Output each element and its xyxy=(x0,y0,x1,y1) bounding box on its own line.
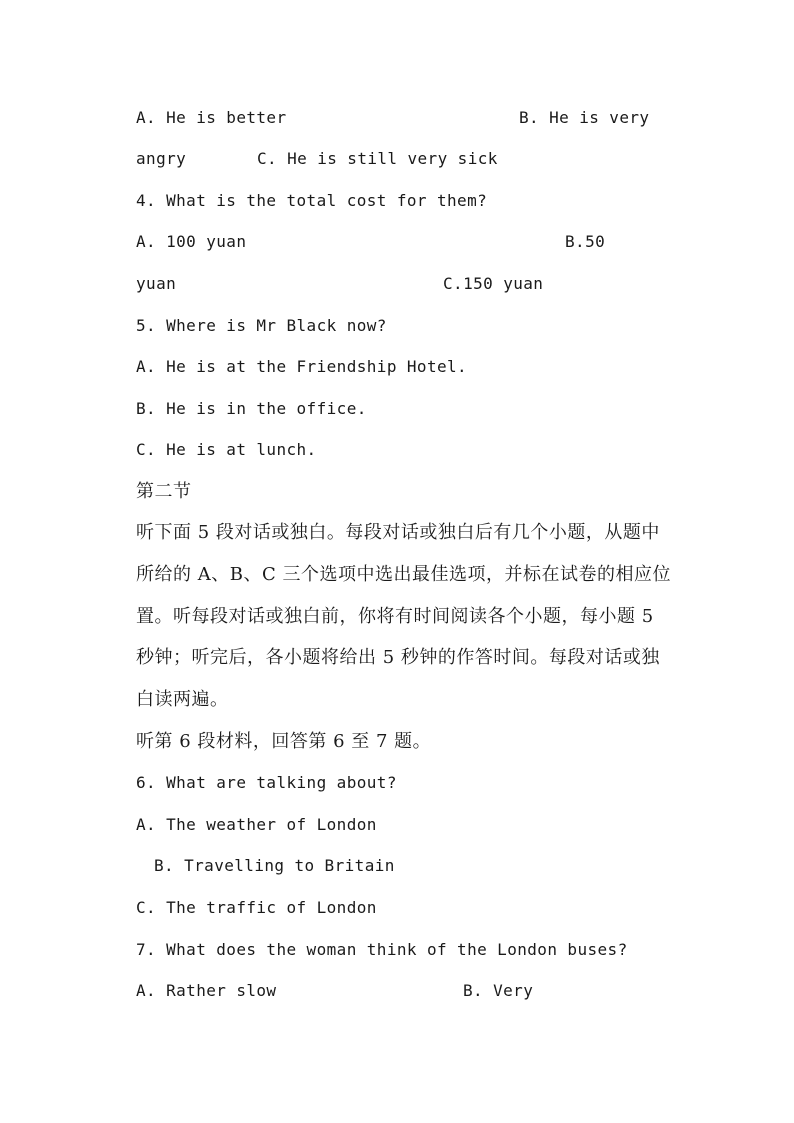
q7-option-b: B. Very xyxy=(463,981,534,1000)
q4-option-c: C.150 yuan xyxy=(443,274,544,293)
q3-options-row-2 xyxy=(136,144,666,174)
q5-option-c: C. He is at lunch. xyxy=(136,440,317,459)
q5-question: 5. Where is Mr Black now? xyxy=(136,316,387,335)
q4-options-row-2 xyxy=(136,269,666,299)
section-heading: 第二节 xyxy=(136,481,192,502)
q6-question: 6. What are talking about? xyxy=(136,773,397,792)
instructions-line-5: 白读两遍。 xyxy=(136,689,229,710)
q4-option-a: A. 100 yuan xyxy=(136,232,247,251)
q3-option-c: C. He is still very sick xyxy=(257,149,498,168)
q6-option-a: A. The weather of London xyxy=(136,815,377,834)
q6-option-b: B. Travelling to Britain xyxy=(154,856,395,875)
q3-option-b: B. He is very xyxy=(519,108,650,127)
q4-question: 4. What is the total cost for them? xyxy=(136,191,488,210)
instructions-line-4: 秒钟；听完后，各小题将给出 5 秒钟的作答时间。每段对话或独 xyxy=(136,647,660,668)
q5-option-a: A. He is at the Friendship Hotel. xyxy=(136,357,468,376)
q7-question: 7. What does the woman think of the London buses? xyxy=(136,940,628,959)
material-6-heading: 听第 6 段材料，回答第 6 至 7 题。 xyxy=(136,731,432,752)
q7-option-a: A. Rather slow xyxy=(136,981,277,1000)
instructions-line-3: 置。听每段对话或独白前，你将有时间阅读各个小题，每小题 5 xyxy=(136,606,654,627)
q3-options-row-1 xyxy=(136,103,666,133)
q6-option-c: C. The traffic of London xyxy=(136,898,377,917)
q5-option-b: B. He is in the office. xyxy=(136,399,367,418)
instructions-line-2: 所给的 A、B、C 三个选项中选出最佳选项，并标在试卷的相应位 xyxy=(136,564,671,585)
q3-option-a: A. He is better xyxy=(136,108,287,127)
q4-option-b: B.50 xyxy=(565,232,606,251)
q7-options-row-1 xyxy=(136,976,666,1006)
q4-options-row-1 xyxy=(136,227,666,257)
instructions-line-1: 听下面 5 段对话或独白。每段对话或独白后有几个小题，从题中 xyxy=(136,522,660,543)
q3-option-b-continued: angry xyxy=(136,149,187,168)
q4-option-b-continued: yuan xyxy=(136,274,177,293)
